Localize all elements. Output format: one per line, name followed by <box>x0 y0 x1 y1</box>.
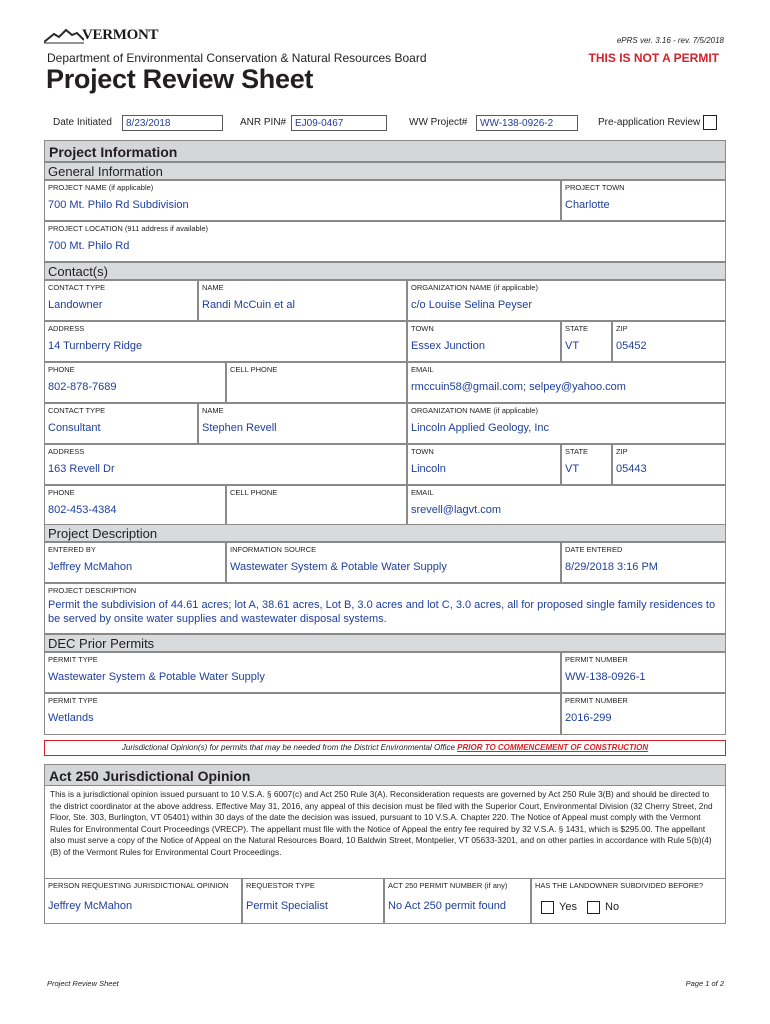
contact-1-phone-cell[interactable] <box>44 362 226 403</box>
page-number: Page 1 of 2 <box>685 979 724 988</box>
subdivided-no-label: No <box>605 901 620 913</box>
permit-type-label: PERMIT TYPE <box>48 696 98 705</box>
contact-type-label: CONTACT TYPE <box>48 283 106 292</box>
anr-pin-label: ANR PIN# <box>240 117 287 128</box>
date-entered-cell[interactable] <box>561 542 726 583</box>
date-entered-label: DATE ENTERED <box>565 545 623 554</box>
requestor-value: Jeffrey McMahon <box>48 900 133 912</box>
contact-state-label: STATE <box>565 447 589 456</box>
contact-email-label: EMAIL <box>411 488 434 497</box>
department-name: Department of Environmental Conservation & Natural Resources Board <box>47 51 427 65</box>
contact-2-zip-cell[interactable] <box>612 444 726 485</box>
mountain-icon <box>44 28 84 44</box>
permit-type-value: Wastewater System & Potable Water Supply <box>48 671 265 683</box>
contact-town-label: TOWN <box>411 324 434 333</box>
entered-by-cell[interactable] <box>44 542 226 583</box>
requestor-label: PERSON REQUESTING JURISDICTIONAL OPINION <box>48 881 229 890</box>
project-information-heading: Project Information <box>44 140 726 162</box>
permit-1-type-cell[interactable] <box>44 652 561 693</box>
contact-zip-label: ZIP <box>616 447 628 456</box>
contact-email-value: rmccuin58@gmail.com; selpey@yahoo.com <box>411 381 626 393</box>
notice-text: Jurisdictional Opinion(s) for permits that may be needed from the District Environmental Office <box>121 743 455 752</box>
contact-town-label: TOWN <box>411 447 434 456</box>
contact-phone-label: PHONE <box>48 488 75 497</box>
contact-org-value: Lincoln Applied Geology, Inc <box>411 422 549 434</box>
contact-name-label: NAME <box>202 283 224 292</box>
project-town-cell[interactable] <box>561 180 726 221</box>
contact-type-label: CONTACT TYPE <box>48 406 106 415</box>
contact-2-org-cell[interactable] <box>407 403 726 444</box>
contact-email-value: srevell@lagvt.com <box>411 504 502 516</box>
contact-1-email-cell[interactable] <box>407 362 726 403</box>
entered-by-value: Jeffrey McMahon <box>48 561 133 573</box>
subdivided-yes-checkbox[interactable] <box>541 901 554 914</box>
contact-1-name-cell[interactable] <box>198 280 407 321</box>
project-description-label: PROJECT DESCRIPTION <box>48 586 137 595</box>
act250-paragraph: This is a jurisdictional opinion issued pursuant to 10 V.S.A. § 6007(c) and Act 250 Rule 3(A). Reconsideration requests are governed by Act 250 Rule 3(B) and should be directed to the district coordinator at the above address. Effective May 31, 2016, any appeal of this decision must be filed with the Superior Court, Environmental Division (32 Cherry Street, 2nd Floor, Ste. 303, Burlington, VT 05401) within 30 days of the date the decision was issued, pursuant to 10 V.S.A. Chapter 220. The Notice of Appeal must comply with the Vermont Rules for Environmental Court Proceedings (VRECP). The appellant must file with the Notice of Appeal the entry fee required by 32 V.S.A. § 1431, which is $295.00. The appellant also must serve a copy of the Notice of Appeal on the Natural Resources Board, 10 Baldwin Street, Montpelier, VT 05633-3201, and on other parties in accordance with Rule 5(b)(4)(B) of the Vermont Rules for Environmental Court Proceedings. <box>50 789 713 857</box>
contact-address-value: 163 Revell Dr <box>48 463 115 475</box>
contact-zip-value: 05452 <box>616 340 647 352</box>
ww-project-field[interactable]: WW-138-0926-2 <box>476 115 578 131</box>
permit-type-value: Wetlands <box>48 712 94 724</box>
contact-1-type-cell[interactable] <box>44 280 198 321</box>
project-location-label: PROJECT LOCATION (911 address if available) <box>48 224 209 233</box>
contact-2-state-cell[interactable] <box>561 444 612 485</box>
permit-2-number-cell[interactable] <box>561 693 726 735</box>
contact-name-label: NAME <box>202 406 224 415</box>
contact-state-value: VT <box>565 463 580 475</box>
date-initiated-label: Date Initiated <box>53 117 112 128</box>
subdivided-yes-label: Yes <box>559 901 577 913</box>
project-description-heading: Project Description <box>44 524 726 542</box>
contact-2-cell-phone-cell[interactable] <box>226 485 407 526</box>
contact-2-phone-cell[interactable] <box>44 485 226 526</box>
contact-phone-value: 802-878-7689 <box>48 381 117 393</box>
project-description-cell[interactable] <box>44 583 726 634</box>
act250-permit-label: ACT 250 PERMIT NUMBER (if any) <box>388 881 508 890</box>
contact-name-value: Stephen Revell <box>202 422 277 434</box>
permit-number-value: WW-138-0926-1 <box>565 671 646 683</box>
project-name-value: 700 Mt. Philo Rd Subdivision <box>48 199 189 211</box>
act250-heading: Act 250 Jurisdictional Opinion <box>44 764 726 786</box>
contact-2-address-cell[interactable] <box>44 444 407 485</box>
contact-zip-value: 05443 <box>616 463 647 475</box>
contact-org-label: ORGANIZATION NAME (if applicable) <box>411 283 538 292</box>
contact-type-value: Landowner <box>48 299 103 311</box>
pre-application-checkbox[interactable] <box>703 115 717 130</box>
contact-email-label: EMAIL <box>411 365 434 374</box>
project-location-cell[interactable] <box>44 221 726 262</box>
information-source-cell[interactable] <box>226 542 561 583</box>
project-town-label: PROJECT TOWN <box>565 183 625 192</box>
notice-emphasis: PRIOR TO COMMENCEMENT OF CONSTRUCTION <box>457 743 649 752</box>
subdivided-before-label: HAS THE LANDOWNER SUBDIVIDED BEFORE? <box>535 881 704 890</box>
contact-1-org-cell[interactable] <box>407 280 726 321</box>
contact-name-value: Randi McCuin et al <box>202 299 295 311</box>
contact-town-value: Lincoln <box>411 463 446 475</box>
contact-address-label: ADDRESS <box>48 324 85 333</box>
contact-1-address-cell[interactable] <box>44 321 407 362</box>
footer-title: Project Review Sheet <box>47 979 119 988</box>
contact-cell-phone-label: CELL PHONE <box>230 365 278 374</box>
date-initiated-field[interactable]: 8/23/2018 <box>122 115 223 131</box>
contact-2-type-cell[interactable] <box>44 403 198 444</box>
contact-zip-label: ZIP <box>616 324 628 333</box>
contact-phone-label: PHONE <box>48 365 75 374</box>
contact-cell-phone-label: CELL PHONE <box>230 488 278 497</box>
information-source-value: Wastewater System & Potable Water Supply <box>230 561 447 573</box>
entered-by-label: ENTERED BY <box>48 545 96 554</box>
general-information-heading: General Information <box>44 162 726 180</box>
project-name-cell[interactable] <box>44 180 561 221</box>
jurisdictional-notice <box>44 740 726 756</box>
permit-1-number-cell[interactable] <box>561 652 726 693</box>
requestor-type-value: Permit Specialist <box>246 900 328 912</box>
dec-prior-permits-heading: DEC Prior Permits <box>44 634 726 652</box>
project-description-value: Permit the subdivision of 44.61 acres; lot A, 38.61 acres, Lot B, 3.0 acres and lot C, 3.0 acres, all for proposed single family residences to be served by onsite water supplies and wastewater disposal systems. <box>48 599 716 625</box>
contact-1-cell-phone-cell[interactable] <box>226 362 407 403</box>
contact-address-value: 14 Turnberry Ridge <box>48 340 143 352</box>
subdivided-before-cell <box>531 878 726 924</box>
anr-pin-field[interactable]: EJ09-0467 <box>291 115 387 131</box>
date-entered-value: 8/29/2018 3:16 PM <box>565 561 658 573</box>
contact-state-value: VT <box>565 340 580 352</box>
contact-org-value: c/o Louise Selina Peyser <box>411 299 533 311</box>
act250-permit-value: No Act 250 permit found <box>388 900 507 912</box>
permit-number-label: PERMIT NUMBER <box>565 655 628 664</box>
requestor-cell[interactable] <box>44 878 242 924</box>
project-location-value: 700 Mt. Philo Rd <box>48 240 130 252</box>
not-a-permit-label: THIS IS NOT A PERMIT <box>588 51 719 65</box>
form-version: ePRS ver. 3.16 - rev. 7/5/2018 <box>616 36 724 45</box>
contact-2-email-cell[interactable] <box>407 485 726 526</box>
project-town-value: Charlotte <box>565 199 610 211</box>
act250-permit-cell[interactable] <box>384 878 531 924</box>
pre-application-label: Pre-application Review <box>598 117 701 128</box>
project-name-label: PROJECT NAME (if applicable) <box>48 183 154 192</box>
permit-2-type-cell[interactable] <box>44 693 561 735</box>
permit-type-label: PERMIT TYPE <box>48 655 98 664</box>
contact-address-label: ADDRESS <box>48 447 85 456</box>
page-title: Project Review Sheet <box>46 64 314 94</box>
contact-1-zip-cell[interactable] <box>612 321 726 362</box>
contact-2-town-cell[interactable] <box>407 444 561 485</box>
contact-org-label: ORGANIZATION NAME (if applicable) <box>411 406 538 415</box>
contact-state-label: STATE <box>565 324 589 333</box>
contact-1-state-cell[interactable] <box>561 321 612 362</box>
contact-2-name-cell[interactable] <box>198 403 407 444</box>
vermont-logo <box>44 27 159 45</box>
logo-text: VERMONT <box>82 27 159 43</box>
requestor-type-label: REQUESTOR TYPE <box>246 881 315 890</box>
contact-town-value: Essex Junction <box>411 340 485 352</box>
contact-1-town-cell[interactable] <box>407 321 561 362</box>
contact-phone-value: 802-453-4384 <box>48 504 117 516</box>
contacts-heading: Contact(s) <box>44 262 726 280</box>
contact-type-value: Consultant <box>48 422 101 434</box>
subdivided-no-checkbox[interactable] <box>587 901 600 914</box>
permit-number-label: PERMIT NUMBER <box>565 696 628 705</box>
information-source-label: INFORMATION SOURCE <box>230 545 317 554</box>
requestor-type-cell[interactable] <box>242 878 384 924</box>
permit-number-value: 2016-299 <box>565 712 612 724</box>
ww-project-label: WW Project# <box>409 117 468 128</box>
